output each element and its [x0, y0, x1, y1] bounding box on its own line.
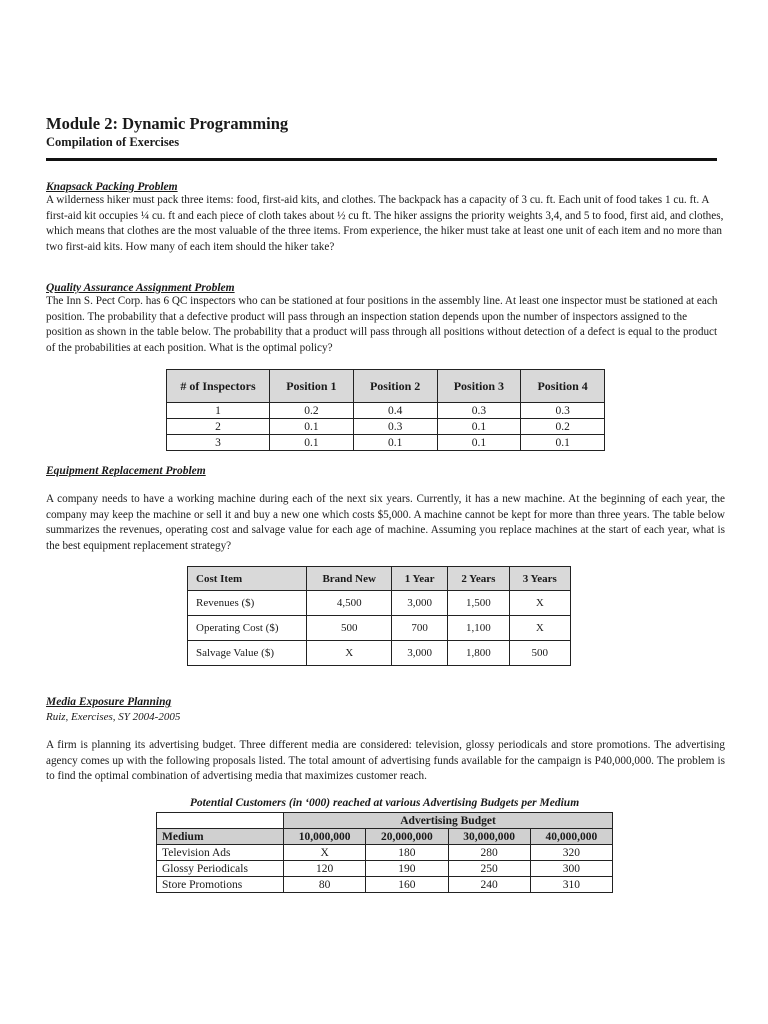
table-header-cell: 40,000,000 — [530, 829, 612, 845]
table-cell: 0.4 — [353, 403, 437, 419]
table-cell: 310 — [530, 877, 612, 893]
table-row — [188, 641, 571, 666]
table-group-header-row — [157, 813, 613, 829]
table-cell: Glossy Periodicals — [157, 861, 284, 877]
table-cell: 240 — [448, 877, 530, 893]
table-header-cell: Cost Item — [188, 567, 307, 591]
table-cell: X — [284, 845, 366, 861]
table-cell: 120 — [284, 861, 366, 877]
inspector-table — [166, 369, 605, 451]
knapsack-body: A wilderness hiker must pack three items: food, first-aid kits, and clothes. The backpack has a capacity of 3 cu. ft. Each unit of food takes 1 cu. ft. A first-aid kit occupies ¼ cu. ft and each piece of cloth takes about ½ cu ft. The hiker assigns the priority weights 3,4, and 5 to food, first aid, and clothes, which means that clothes are the most valuable of the three items. From experience, the hiker must take at least one unit of each item and no more than two first-aid kits. How many of each item should the hiker take? — [46, 194, 724, 253]
table-cell: 0.3 — [521, 403, 605, 419]
table-cell: 0.1 — [353, 435, 437, 451]
table-cell: 180 — [366, 845, 448, 861]
table-header-cell: Brand New — [307, 567, 392, 591]
media-body: A firm is planning its advertising budget. Three different media are considered: television, glossy periodicals and store promotions. The advertising agency comes up with the following proposals listed. The total amount of advertising funds available for the campaign is P40,000,000. The problem is to find the optimal combination of advertising media that maximizes customer reach. — [46, 739, 725, 783]
table-cell: 280 — [448, 845, 530, 861]
table-cell: 500 — [509, 641, 570, 666]
table-header-cell: 20,000,000 — [366, 829, 448, 845]
table-header-cell: # of Inspectors — [167, 370, 270, 403]
table-header-row — [188, 567, 571, 591]
table-row — [157, 861, 613, 877]
table-header-cell: Medium — [157, 829, 284, 845]
knapsack-heading: Knapsack Packing Problem — [46, 181, 178, 193]
quality-body: The Inn S. Pect Corp. has 6 QC inspectors who can be stationed at four positions in the assembly line. At least one inspector must be stationed at each position. The probability that a defective product will pass through an inspection station depends upon the number of inspectors assigned to the position as shown in the table below. The probability that a product will pass through all positions without detection of a defect is equal to the product of the probabilities at each position. What is the optimal policy? — [46, 295, 718, 354]
module-title: Module 2: Dynamic Programming — [46, 114, 289, 133]
table-cell: Television Ads — [157, 845, 284, 861]
table-cell: Store Promotions — [157, 877, 284, 893]
table-group-header: Advertising Budget — [284, 813, 613, 829]
table-cell: 1,800 — [448, 641, 509, 666]
table-row — [167, 403, 605, 419]
table-row — [157, 877, 613, 893]
table-header-blank — [157, 813, 284, 829]
table-row — [157, 845, 613, 861]
table-cell: 0.1 — [521, 435, 605, 451]
module-subtitle: Compilation of Exercises — [46, 135, 180, 149]
table-row — [167, 435, 605, 451]
table-cell: 250 — [448, 861, 530, 877]
table-cell: 0.1 — [270, 419, 354, 435]
table-header-row — [157, 829, 613, 845]
media-heading: Media Exposure Planning — [46, 696, 172, 708]
table-cell: 3 — [167, 435, 270, 451]
table-cell: 0.1 — [437, 435, 521, 451]
table-cell: 3,000 — [392, 591, 448, 616]
table-cell: 80 — [284, 877, 366, 893]
table-cell: Operating Cost ($) — [188, 616, 307, 641]
table-cell: X — [509, 616, 570, 641]
table-cell: 0.2 — [270, 403, 354, 419]
table-cell: 1,100 — [448, 616, 509, 641]
quality-heading: Quality Assurance Assignment Problem — [46, 282, 235, 294]
table-header-cell: 1 Year — [392, 567, 448, 591]
table-header-cell: 30,000,000 — [448, 829, 530, 845]
equipment-heading: Equipment Replacement Problem — [46, 465, 206, 477]
equipment-cost-table — [187, 566, 571, 666]
table-header-cell: Position 1 — [270, 370, 354, 403]
title-divider — [46, 158, 717, 161]
media-budget-table — [156, 812, 613, 893]
table-cell: 0.1 — [270, 435, 354, 451]
table-cell: 160 — [366, 877, 448, 893]
table-cell: 4,500 — [307, 591, 392, 616]
table-row — [188, 616, 571, 641]
media-source: Ruiz, Exercises, SY 2004-2005 — [46, 711, 181, 723]
table-cell: 700 — [392, 616, 448, 641]
table-row — [188, 591, 571, 616]
table-cell: 320 — [530, 845, 612, 861]
equipment-body: A company needs to have a working machine during each of the next six years. Currently, it has a new machine. At the beginning of each year, the company may keep the machine or sell it and buy a new one which costs $5,000. A machine cannot be kept for more than three years. The table below summarizes the revenues, operating cost and salvage value for each age of machine. Assuming you replace machines at the start of each year, what is the best equipment replacement strategy? — [46, 493, 725, 552]
table-cell: 3,000 — [392, 641, 448, 666]
table-header-cell: Position 4 — [521, 370, 605, 403]
table-header-cell: 3 Years — [509, 567, 570, 591]
table-header-row — [167, 370, 605, 403]
table-cell: 2 — [167, 419, 270, 435]
table-header-cell: 10,000,000 — [284, 829, 366, 845]
table-cell: 0.2 — [521, 419, 605, 435]
table-cell: Revenues ($) — [188, 591, 307, 616]
table-cell: 190 — [366, 861, 448, 877]
table-cell: 1,500 — [448, 591, 509, 616]
table-cell: 300 — [530, 861, 612, 877]
table-cell: X — [509, 591, 570, 616]
table-cell: 0.1 — [437, 419, 521, 435]
media-table-caption: Potential Customers (in ‘000) reached at various Advertising Budgets per Medium — [189, 797, 580, 809]
table-header-cell: Position 2 — [353, 370, 437, 403]
table-header-cell: Position 3 — [437, 370, 521, 403]
table-header-cell: 2 Years — [448, 567, 509, 591]
table-row — [167, 419, 605, 435]
table-cell: 0.3 — [353, 419, 437, 435]
table-cell: Salvage Value ($) — [188, 641, 307, 666]
table-cell: 1 — [167, 403, 270, 419]
table-cell: X — [307, 641, 392, 666]
table-cell: 0.3 — [437, 403, 521, 419]
table-cell: 500 — [307, 616, 392, 641]
